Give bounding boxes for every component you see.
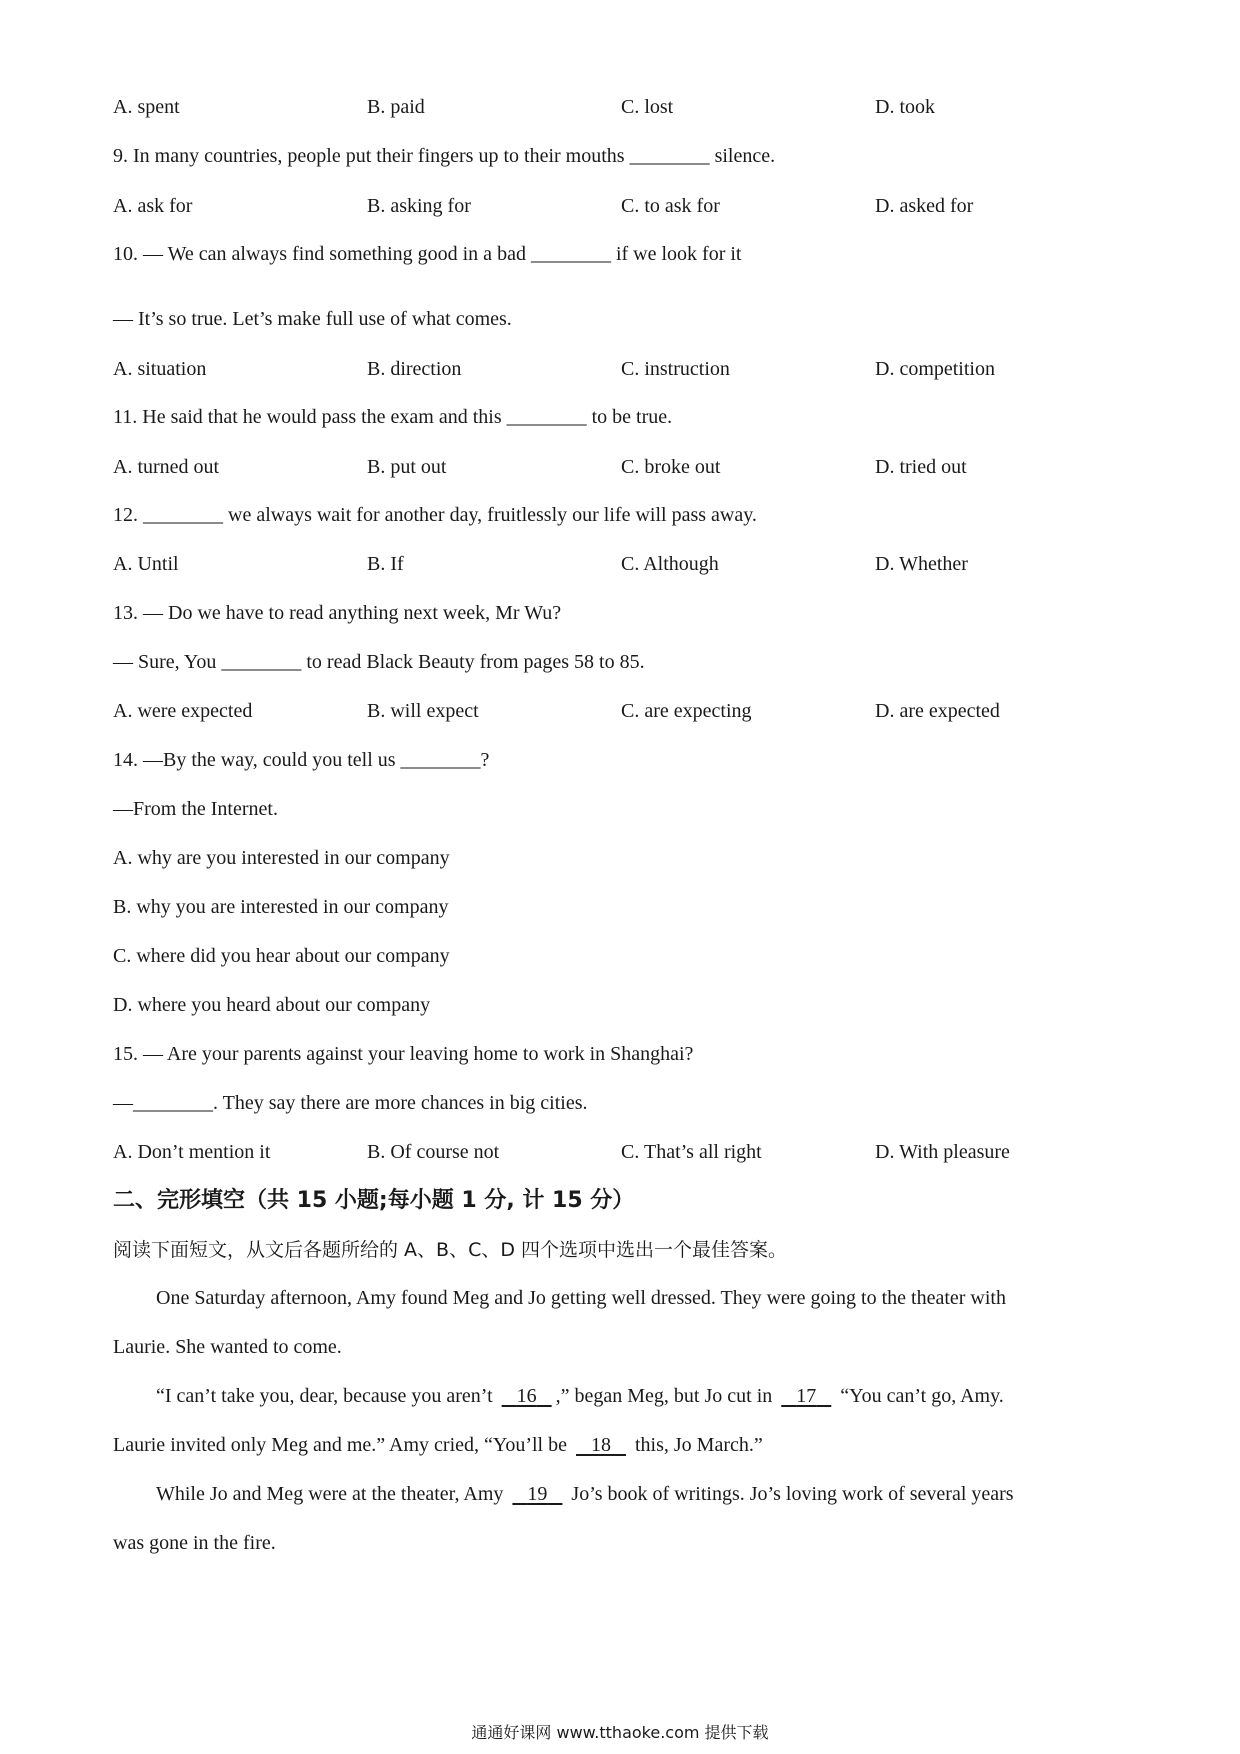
q13-option-d: D. are expected (875, 700, 1000, 722)
q13-option-a: A. were expected (113, 700, 253, 722)
q12-option-d: D. Whether (875, 553, 968, 575)
section-instruction: 阅读下面短文，从文后各题所给的 A、B、C、D 四个选项中选出一个最佳答案。 (113, 1239, 788, 1261)
q12-option-b: B. If (367, 553, 404, 575)
q14-option-d: D. where you heard about our company (113, 994, 431, 1016)
q11-option-d: D. tried out (875, 456, 967, 478)
q8-option-b: B. paid (367, 96, 425, 118)
page-footer: 通通好课网 www.tthaoke.com 提供下载 (471, 1723, 769, 1742)
passage-p3-line2: was gone in the fire. (113, 1532, 276, 1554)
q15-reply: —________. They say there are more chances in big cities. (113, 1092, 588, 1114)
blank-19-number: 19 (527, 1483, 548, 1505)
blank-16 (498, 1382, 556, 1410)
q15-stem: 15. — Are your parents against your leaving home to work in Shanghai? (113, 1043, 694, 1065)
q15-option-b: B. Of course not (367, 1141, 500, 1163)
q11-options (113, 453, 1133, 481)
passage-p2-line2 (113, 1431, 763, 1459)
passage-p1-line2: Laurie. She wanted to come. (113, 1336, 342, 1358)
q9-options (113, 192, 1133, 220)
passage-p3-line1 (156, 1480, 1014, 1508)
q11-option-c: C. broke out (621, 456, 721, 478)
passage-text: Jo’s book of writings. Jo’s loving work of several years (566, 1483, 1014, 1505)
passage-p2-line1 (156, 1382, 1004, 1410)
q11-stem: 11. He said that he would pass the exam and this ________ to be true. (113, 406, 673, 428)
q15-option-d: D. With pleasure (875, 1141, 1010, 1163)
q8-option-a: A. spent (113, 96, 180, 118)
q12-options (113, 550, 1133, 578)
q11-option-a: A. turned out (113, 456, 220, 478)
q13-reply: — Sure, You ________ to read Black Beauty from pages 58 to 85. (113, 651, 645, 673)
passage-p1-line1: One Saturday afternoon, Amy found Meg and Jo getting well dressed. They were going to the theater with (156, 1287, 1006, 1309)
q13-options (113, 697, 1133, 725)
q13-option-b: B. will expect (367, 700, 479, 722)
q9-stem: 9. In many countries, people put their fingers up to their mouths ________ silence. (113, 145, 776, 167)
blank-19 (508, 1480, 566, 1508)
q13-option-c: C. are expecting (621, 700, 752, 722)
q8-options (113, 93, 1133, 121)
q9-option-b: B. asking for (367, 195, 471, 217)
q8-option-c: C. lost (621, 96, 674, 118)
q15-option-a: A. Don’t mention it (113, 1141, 271, 1163)
q9-option-d: D. asked for (875, 195, 974, 217)
q12-option-c: C. Although (621, 553, 719, 575)
passage-text: “I can’t take you, dear, because you aren’t (156, 1385, 498, 1407)
q9-option-c: C. to ask for (621, 195, 720, 217)
q14-reply: —From the Internet. (113, 798, 278, 820)
q15-option-c: C. That’s all right (621, 1141, 762, 1163)
q14-option-a: A. why are you interested in our company (113, 847, 450, 869)
q14-option-b: B. why you are interested in our company (113, 896, 449, 918)
q10-option-c: C. instruction (621, 358, 730, 380)
passage-text: this, Jo March.” (629, 1434, 763, 1456)
q10-option-d: D. competition (875, 358, 995, 380)
q10-options (113, 355, 1133, 383)
q10-stem: 10. — We can always find something good in a bad ________ if we look for it (113, 243, 742, 265)
passage-text: Laurie invited only Meg and me.” Amy cried, “You’ll be (113, 1434, 572, 1456)
section-title: 二、完形填空（共 15 小题;每小题 1 分, 计 15 分） (113, 1188, 635, 1213)
q15-options (113, 1138, 1133, 1166)
q14-option-c: C. where did you hear about our company (113, 945, 450, 967)
passage-text: ,” began Meg, but Jo cut in (555, 1385, 778, 1407)
q12-option-a: A. Until (113, 553, 179, 575)
blank-18 (572, 1431, 630, 1459)
q8-option-d: D. took (875, 96, 935, 118)
passage-text: While Jo and Meg were at the theater, Amy (156, 1483, 509, 1505)
blank-17 (777, 1382, 835, 1410)
q9-option-a: A. ask for (113, 195, 193, 217)
blank-17-number: 17 (796, 1385, 817, 1407)
q13-stem: 13. — Do we have to read anything next week, Mr Wu? (113, 602, 562, 624)
q12-stem: 12. ________ we always wait for another day, fruitlessly our life will pass away. (113, 504, 757, 526)
blank-16-number: 16 (516, 1385, 537, 1407)
q10-option-b: B. direction (367, 358, 462, 380)
q10-reply: — It’s so true. Let’s make full use of what comes. (113, 308, 512, 330)
blank-18-number: 18 (590, 1434, 611, 1456)
q10-option-a: A. situation (113, 358, 207, 380)
q11-option-b: B. put out (367, 456, 447, 478)
q14-stem: 14. —By the way, could you tell us ________? (113, 749, 490, 771)
passage-text: “You can’t go, Amy. (835, 1385, 1004, 1407)
